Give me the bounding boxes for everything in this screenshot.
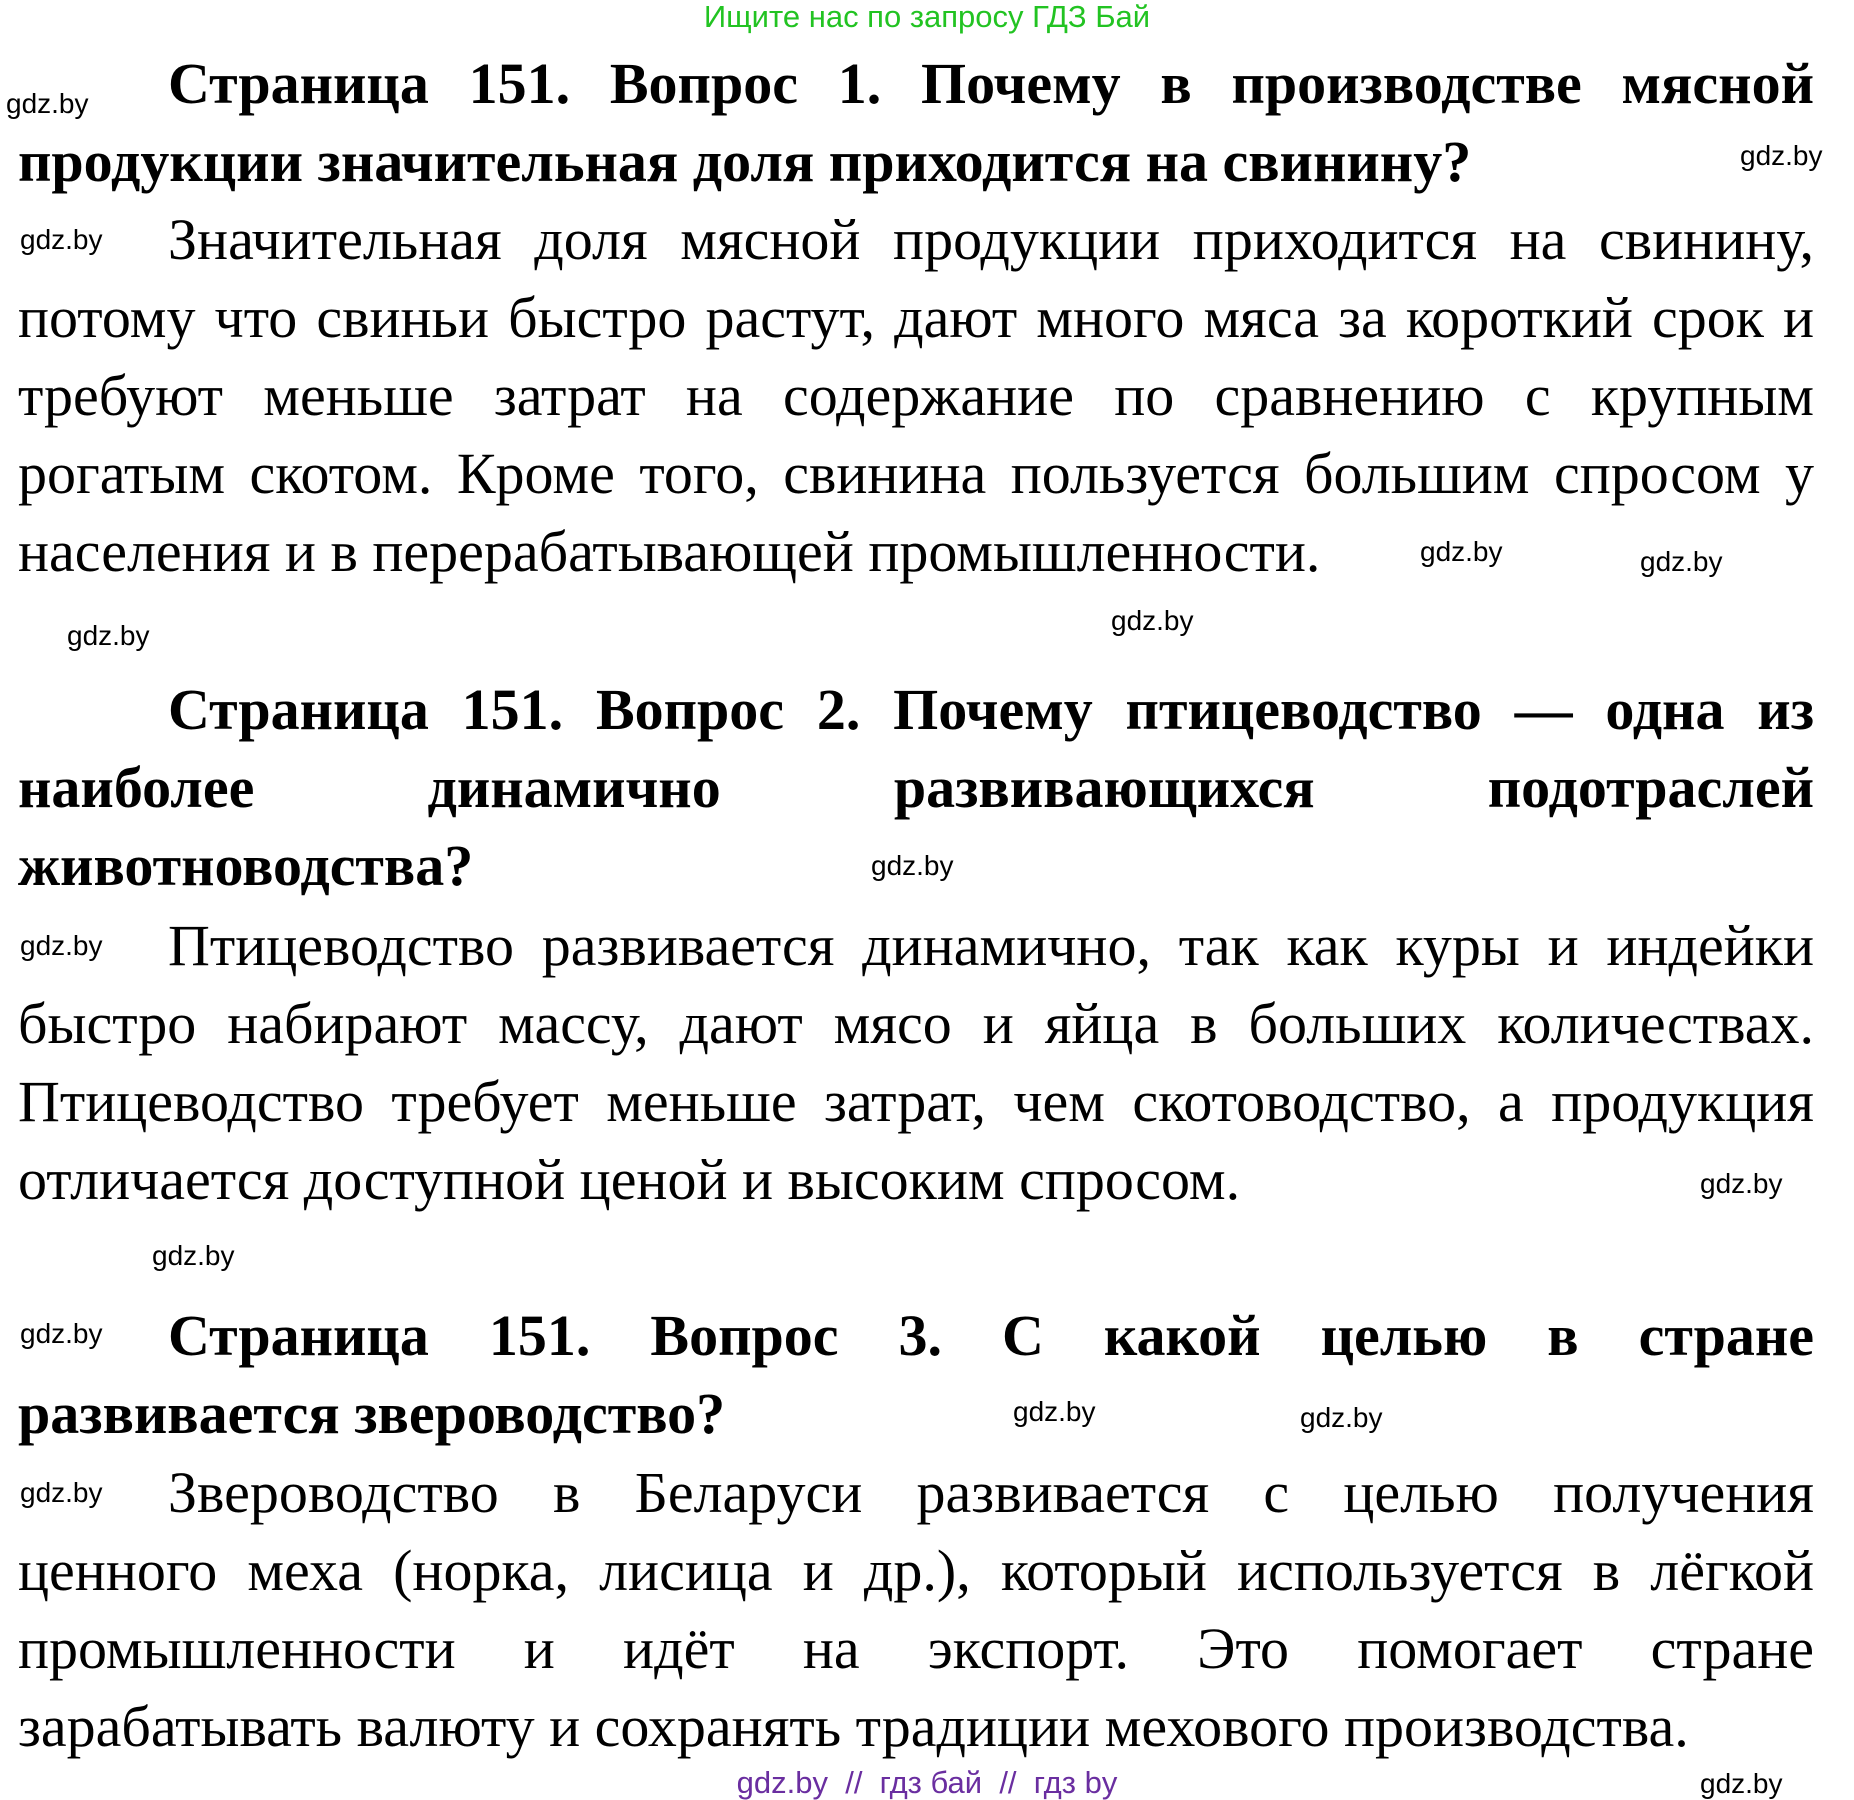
answer-2-line: отличается доступной ценой и высоким спросом. (18, 1147, 1241, 1212)
watermark: gdz.by (1013, 1396, 1096, 1427)
question-2-title-line: животноводства? (18, 833, 474, 898)
question-1-title-line: Страница 151. Вопрос 1. Почему в производстве мясной (168, 51, 1814, 116)
answer-3-line: Звероводство в Беларуси развивается с целью получения (168, 1460, 1814, 1525)
watermark: gdz.by (1700, 1768, 1783, 1799)
footer-links: gdz.by // гдз бай // гдз by (736, 1765, 1118, 1800)
watermark: gdz.by (1111, 605, 1194, 636)
answer-2-line: Птицеводство развивается динамично, так как куры и индейки (168, 913, 1814, 978)
watermark: gdz.by (20, 1318, 103, 1349)
watermark: gdz.by (67, 620, 150, 651)
watermark: gdz.by (20, 224, 103, 255)
answer-1-line: Значительная доля мясной продукции приходится на свинину, (168, 207, 1814, 272)
answer-3-line: зарабатывать валюту и сохранять традиции мехового производства. (18, 1694, 1689, 1759)
question-3-title-line: Страница 151. Вопрос 3. С какой целью в стране (168, 1303, 1814, 1368)
watermark: gdz.by (20, 930, 103, 961)
question-2-title-line: Страница 151. Вопрос 2. Почему птицеводство — одна из (168, 677, 1814, 742)
answer-3-line: промышленности и идёт на экспорт. Это помогает стране (18, 1616, 1814, 1681)
question-2-title-line: наиболее динамично развивающихся подотраслей (18, 755, 1814, 820)
answer-1-line: потому что свиньи быстро растут, дают много мяса за короткий срок и (18, 285, 1814, 350)
watermark: gdz.by (6, 88, 89, 119)
watermark: gdz.by (1640, 546, 1723, 577)
search-hint-header: Ищите нас по запросу ГДЗ Бай (703, 0, 1151, 34)
watermark: gdz.by (152, 1240, 235, 1271)
answer-1-line: рогатым скотом. Кроме того, свинина пользуется большим спросом у (18, 441, 1814, 506)
question-1-title-line: продукции значительная доля приходится на свинину? (18, 129, 1472, 194)
watermark: gdz.by (1300, 1402, 1383, 1433)
answer-2-line: Птицеводство требует меньше затрат, чем скотоводство, а продукция (18, 1069, 1814, 1134)
watermark: gdz.by (1700, 1168, 1783, 1199)
answer-1-line: населения и в перерабатывающей промышленности. (18, 519, 1321, 584)
question-3-title-line: развивается звероводство? (18, 1381, 726, 1446)
watermark: gdz.by (20, 1477, 103, 1508)
watermark: gdz.by (1740, 140, 1823, 171)
watermark: gdz.by (1420, 536, 1503, 567)
answer-1-line: требуют меньше затрат на содержание по сравнению с крупным (18, 363, 1814, 428)
answer-2-line: быстро набирают массу, дают мясо и яйца в больших количествах. (18, 991, 1814, 1056)
answer-3-line: ценного меха (норка, лисица и др.), который используется в лёгкой (18, 1538, 1814, 1603)
watermark: gdz.by (871, 850, 954, 881)
